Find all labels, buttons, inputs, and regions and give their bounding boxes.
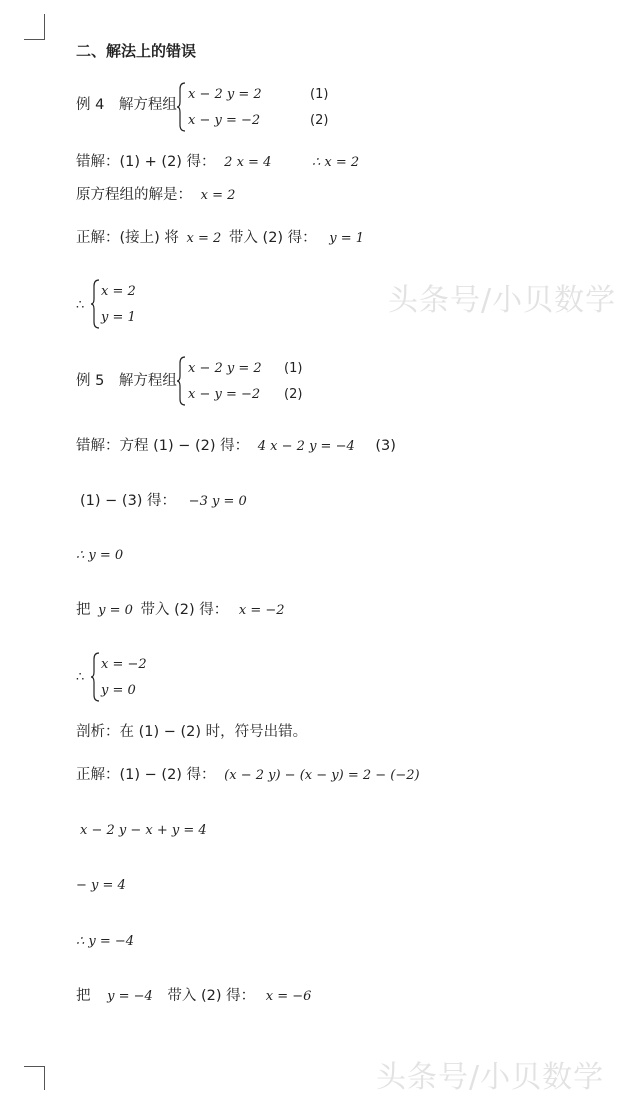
ex5-last-prefix: 把 — [76, 988, 91, 1004]
ex4-correct-solution — [76, 231, 364, 246]
ex4-orig-prefix: 原方程组的解是： — [76, 187, 192, 203]
brace — [176, 82, 186, 132]
ex4-original-solution — [76, 188, 235, 203]
ex4-orig-eq: x = 2 — [200, 188, 236, 203]
ex5-tag2: (2) — [284, 387, 303, 402]
crop-mark-bottom-left-v — [44, 1066, 45, 1090]
ex5-eq2: x − y = −2 — [188, 387, 261, 402]
ex5-last-eq2: x = −6 — [265, 989, 312, 1004]
ex5-wrong-tag: (3) — [375, 438, 396, 454]
ex5-line-a: x − 2 y − x + y = 4 — [80, 823, 207, 838]
ex5-step4 — [76, 603, 285, 618]
ex4-correct-eq: y = 1 — [329, 231, 365, 246]
ex5-eq1: x − 2 y = 2 — [188, 361, 262, 376]
ex5-correct-solution — [76, 768, 420, 783]
crop-mark-top-left-v — [44, 14, 45, 40]
ex5-wrong-prefix: 错解：方程 (1) − (2) 得： — [76, 438, 250, 454]
ex5-analysis: 剖析：在 (1) − (2) 时，符号出错。 — [76, 724, 308, 740]
ex5-step4-eq2: x = −2 — [238, 603, 285, 618]
ex5-sol1: x = −2 — [101, 657, 147, 672]
ex4-eq1: x − 2 y = 2 — [188, 87, 262, 102]
ex5-step3: ∴ y = 0 — [76, 548, 124, 563]
ex5-wrong-eq: 4 x − 2 y = −4 — [257, 439, 355, 454]
ex5-last-step — [76, 989, 311, 1004]
ex4-tag2: (2) — [310, 113, 329, 128]
therefore-symbol: ∴ — [76, 298, 85, 313]
brace — [176, 356, 186, 406]
ex5-step2 — [80, 494, 247, 509]
ex4-wrong-solution — [76, 155, 359, 170]
ex5-last-eq1: y = −4 — [107, 989, 153, 1004]
ex4-correct-prefix: 正解：(接上) 将 — [76, 230, 179, 246]
ex4-wrong-conclusion: ∴ x = 2 — [311, 155, 360, 170]
crop-mark-top-left-h — [24, 39, 45, 40]
ex4-eq2: x − y = −2 — [188, 113, 261, 128]
ex4-wrong-prefix: 错解：(1) + (2) 得： — [76, 154, 216, 170]
ex4-correct-mid: 带入 (2) 得： — [228, 230, 317, 246]
ex5-step4-mid: 带入 (2) 得： — [140, 602, 229, 618]
ex5-tag1: (1) — [284, 361, 303, 376]
ex5-step2-prefix: (1) − (3) 得： — [80, 493, 177, 509]
example-4-label: 例 4 解方程组 — [76, 97, 177, 113]
ex4-sol1: x = 2 — [101, 284, 136, 299]
ex5-wrong-solution — [76, 439, 396, 454]
ex4-tag1: (1) — [310, 87, 329, 102]
ex5-line-b: − y = 4 — [76, 878, 126, 893]
crop-mark-bottom-left-h — [24, 1066, 45, 1067]
ex5-step4-prefix: 把 — [76, 602, 91, 618]
watermark: 头条号/小贝数学 — [388, 283, 617, 318]
ex5-last-mid: 带入 (2) 得： — [167, 988, 256, 1004]
brace — [90, 652, 100, 702]
ex5-correct-eq: (x − 2 y) − (x − y) = 2 − (−2) — [224, 768, 420, 783]
ex5-step2-eq: −3 y = 0 — [188, 494, 247, 509]
ex5-line-c: ∴ y = −4 — [76, 934, 135, 949]
ex5-step4-eq1: y = 0 — [98, 603, 133, 618]
ex5-correct-prefix: 正解：(1) − (2) 得： — [76, 767, 216, 783]
ex5-sol2: y = 0 — [101, 683, 136, 698]
watermark: 头条号/小贝数学 — [376, 1060, 605, 1095]
section-title: 二、解法上的错误 — [76, 42, 197, 60]
ex4-wrong-eq: 2 x = 4 — [224, 155, 272, 170]
example-5-label: 例 5 解方程组 — [76, 373, 177, 389]
brace — [90, 279, 100, 329]
ex4-sol2: y = 1 — [101, 310, 136, 325]
therefore-symbol: ∴ — [76, 670, 85, 685]
ex4-correct-mid-eq: x = 2 — [186, 231, 222, 246]
